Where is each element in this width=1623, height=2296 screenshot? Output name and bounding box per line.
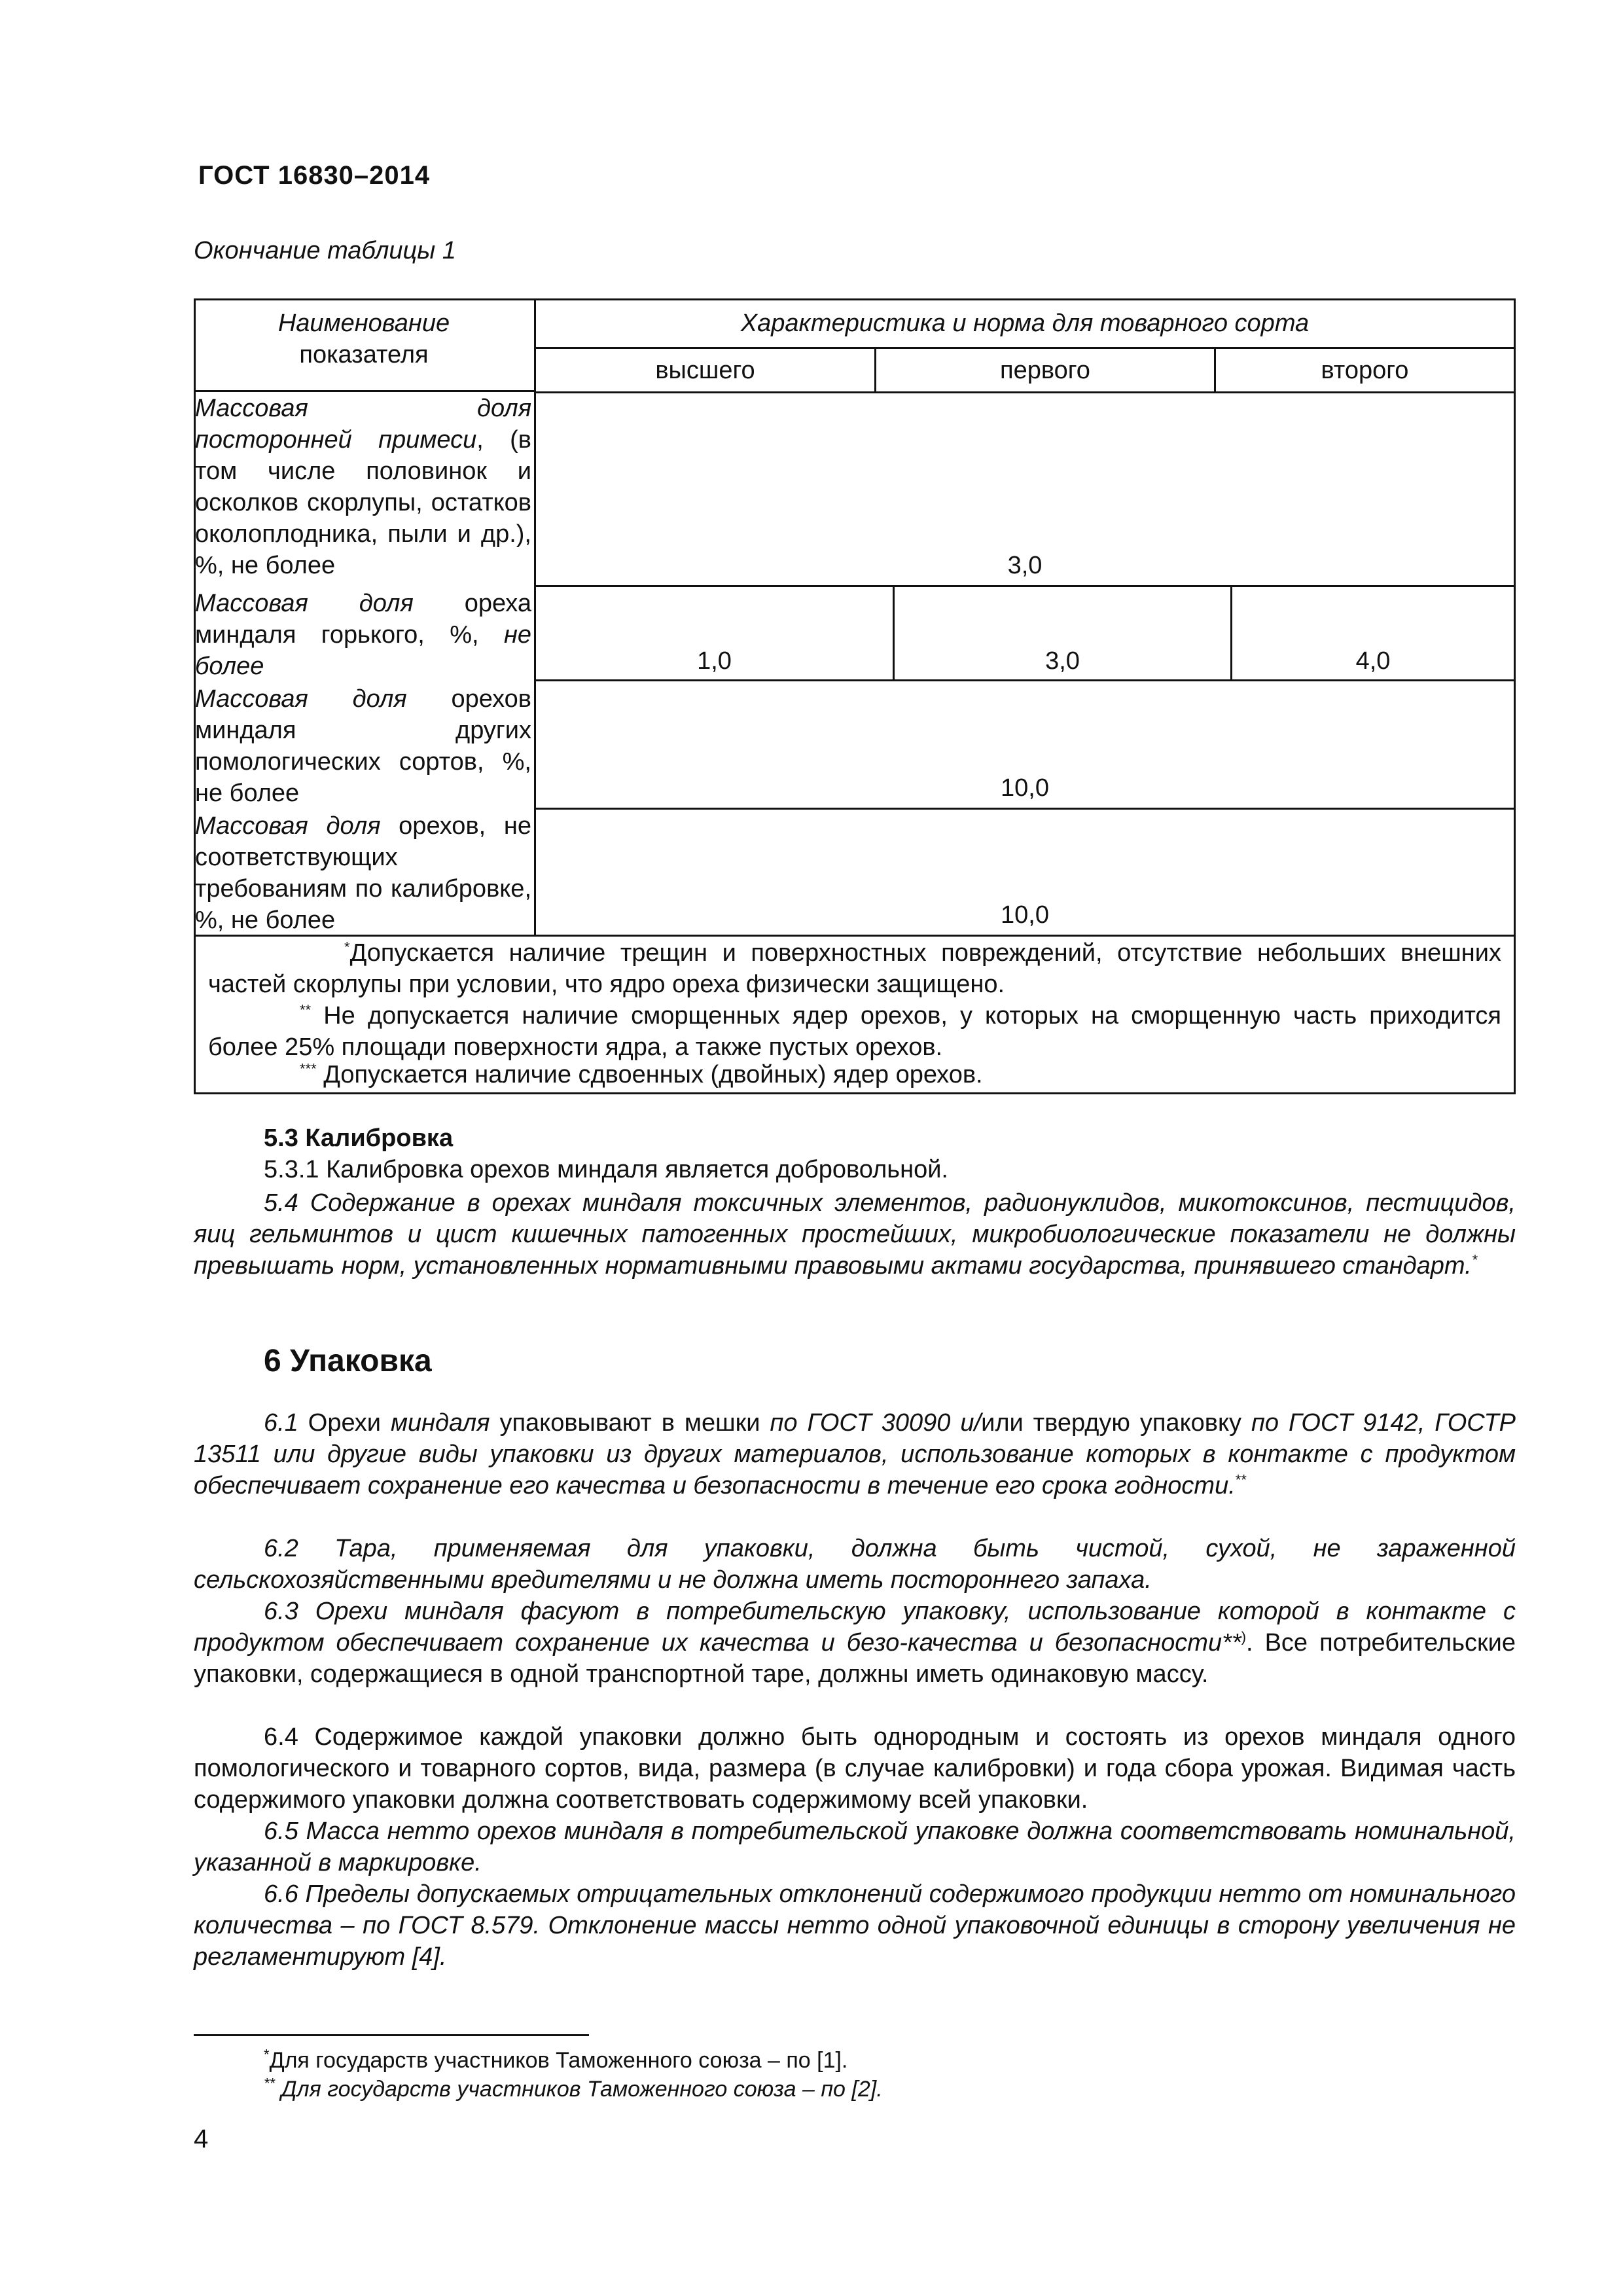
footnote-text: Для государств участников Таможенного союза – по [2]. <box>275 2077 883 2102</box>
paragraph-number: 6.1 <box>264 1409 298 1437</box>
paragraph-6-4-text: 6.4 Содержимое каждой упаковки должно быть однородным и состоять из орехов миндаля одного помологического и товарного сортов, вида, размера (в случае калибровки) и года сбора урожая. Видимая часть содержимого упаковки должна соответствовать содержимому всей упаковки. <box>194 1723 1516 1814</box>
row-label-calibration <box>195 810 531 936</box>
row-label-part: Массовая доля <box>195 812 399 840</box>
table-note-2 <box>208 1000 1501 1063</box>
paragraph-5-3-1: 5.3.1 Калибровка орехов миндаля является добровольной. <box>264 1156 948 1183</box>
text-run: . Все потребительские упаковки, содержащиеся в одной транспортной таре, должны иметь одинаковую массу. <box>194 1629 1516 1688</box>
row-value: 3,0 <box>1007 552 1043 579</box>
paragraph-6-6 <box>194 1878 1516 1973</box>
note-text: Допускается наличие сдвоенных (двойных) ядер орехов. <box>323 1061 983 1088</box>
footnote-mark: * <box>264 2046 270 2063</box>
document-header: ГОСТ 16830–2014 <box>198 161 431 190</box>
footnote-text: Для государств участников Таможенного союза – по [1]. <box>269 2048 848 2073</box>
column-group-header: Характеристика и норма для товарного сорта <box>740 310 1310 337</box>
footnote-1 <box>264 2045 847 2076</box>
row-label-part: орехов, не соответствующих требованиям по калибровке, %, не более <box>195 812 531 934</box>
row-label-part: примеси <box>378 426 477 454</box>
column-name-header: Наименование <box>277 310 450 337</box>
row-label-part: Массовая доля <box>195 590 465 617</box>
text-run: миндаля <box>390 1409 490 1437</box>
text-run: 6.3 Орехи миндаля фасуют в потребительскую упаковку, использование которой в контакте с продуктом обеспечивает сохранение их качества и безо-качества и безопасности** <box>194 1598 1516 1657</box>
row-label-part: Массовая доля <box>195 685 452 713</box>
text-run: упаковывают в мешки <box>490 1409 770 1437</box>
sub-header-first: первого <box>1000 357 1090 384</box>
paragraph-6-5-text: 6.5 Масса нетто орехов миндаля в потребительской упаковке должна соответствовать номинальной, указанной в маркировке. <box>194 1818 1516 1876</box>
table-caption: Окончание таблицы 1 <box>194 237 456 264</box>
section-5-3-title: 5.3 Калибровка <box>264 1124 454 1152</box>
table-note-3 <box>208 1059 1501 1090</box>
note-mark: * <box>344 939 350 956</box>
row-value: 3,0 <box>1045 647 1080 675</box>
footnote-mark: ** <box>1235 1471 1247 1488</box>
row-label-part: ореха миндаля горького, %, <box>195 590 531 649</box>
paragraph-6-3 <box>194 1596 1516 1690</box>
row-label-bitter-almond <box>195 588 531 682</box>
paragraph-5-4 <box>194 1187 1516 1282</box>
text-run: по ГОСТ 30090 и/ <box>770 1409 982 1437</box>
row-value: 10,0 <box>1001 901 1049 929</box>
row-label-part: , (в том числе половинок и осколков скорлупы, остатков околоплодника, пыли и др.), %, не более <box>195 426 531 579</box>
paragraph-6-1 <box>194 1407 1516 1501</box>
note-mark: *** <box>300 1060 317 1077</box>
section-6-title: 6 Упаковка <box>264 1344 432 1378</box>
note-text: Допускается наличие трещин и поверхностных повреждений, отсутствие небольших внешних частей скорлупы при условии, что ядро ореха физически защищено. <box>208 939 1501 998</box>
paragraph-5-4-text: 5.4 Содержание в орехах миндаля токсичных элементов, радионуклидов, микотоксинов, пестицидов, яиц гельминтов и цист кишечных патогенных простейших, микробиологические показатели не должны превышать норм, установленных нормативными правовыми актами государства, принявшего стандарт. <box>194 1189 1516 1280</box>
paragraph-6-4 <box>194 1721 1516 1816</box>
text-run: или твердую упаковку <box>981 1409 1251 1437</box>
row-value: 4,0 <box>1355 647 1391 675</box>
note-mark: ** <box>300 1001 312 1018</box>
paragraph-6-6-text: 6.6 Пределы допускаемых отрицательных отклонений содержимого продукции нетто от номинального количества – по ГОСТ 8.579. Отклонение массы нетто одной упаковочной единицы в сторону увеличения не регламентируют [4]. <box>194 1880 1516 1971</box>
row-label-part: не более <box>195 621 531 680</box>
row-label-foreign-impurity <box>195 393 531 581</box>
sub-header-highest: высшего <box>655 357 755 384</box>
page-number: 4 <box>194 2125 209 2153</box>
row-value: 1,0 <box>697 647 732 675</box>
footnote-mark: ** <box>264 2075 276 2092</box>
table-note-1 <box>208 937 1501 1000</box>
row-label-part: орехов миндаля других помологических сортов, %, не более <box>195 685 531 807</box>
row-value: 10,0 <box>1001 774 1049 802</box>
paragraph-6-2-text: 6.2 Тара, применяемая для упаковки, должна быть чистой, сухой, не зараженной сельскохозяйственными вредителями и не должна иметь постороннего запаха. <box>194 1535 1516 1594</box>
row-label-other-varieties <box>195 683 531 809</box>
column-name-header-2: показателя <box>299 341 429 368</box>
sub-header-second: второго <box>1321 357 1409 384</box>
text-run: по ГОСТ 9142, ГОСТР 13511 или другие виды упаковки из других материалов, использование которых в контакте с продуктом обеспечивает сохранение его качества и безопасности в течение его срока годности. <box>194 1409 1516 1499</box>
paragraph-6-2 <box>194 1533 1516 1596</box>
paragraph-6-5 <box>194 1816 1516 1878</box>
footnote-separator <box>194 2034 589 2036</box>
row-label-part: Массовая доля посторонней <box>195 395 531 454</box>
text-run: Орехи <box>298 1409 391 1437</box>
quality-table <box>194 298 1516 1094</box>
footnote-2 <box>264 2073 883 2105</box>
footnote-mark: * <box>1471 1251 1478 1268</box>
note-text: Не допускается наличие сморщенных ядер орехов, у которых на сморщенную часть приходится более 25% площади поверхности ядра, а также пустых орехов. <box>208 1002 1501 1061</box>
footnote-mark: ) <box>1241 1628 1247 1645</box>
